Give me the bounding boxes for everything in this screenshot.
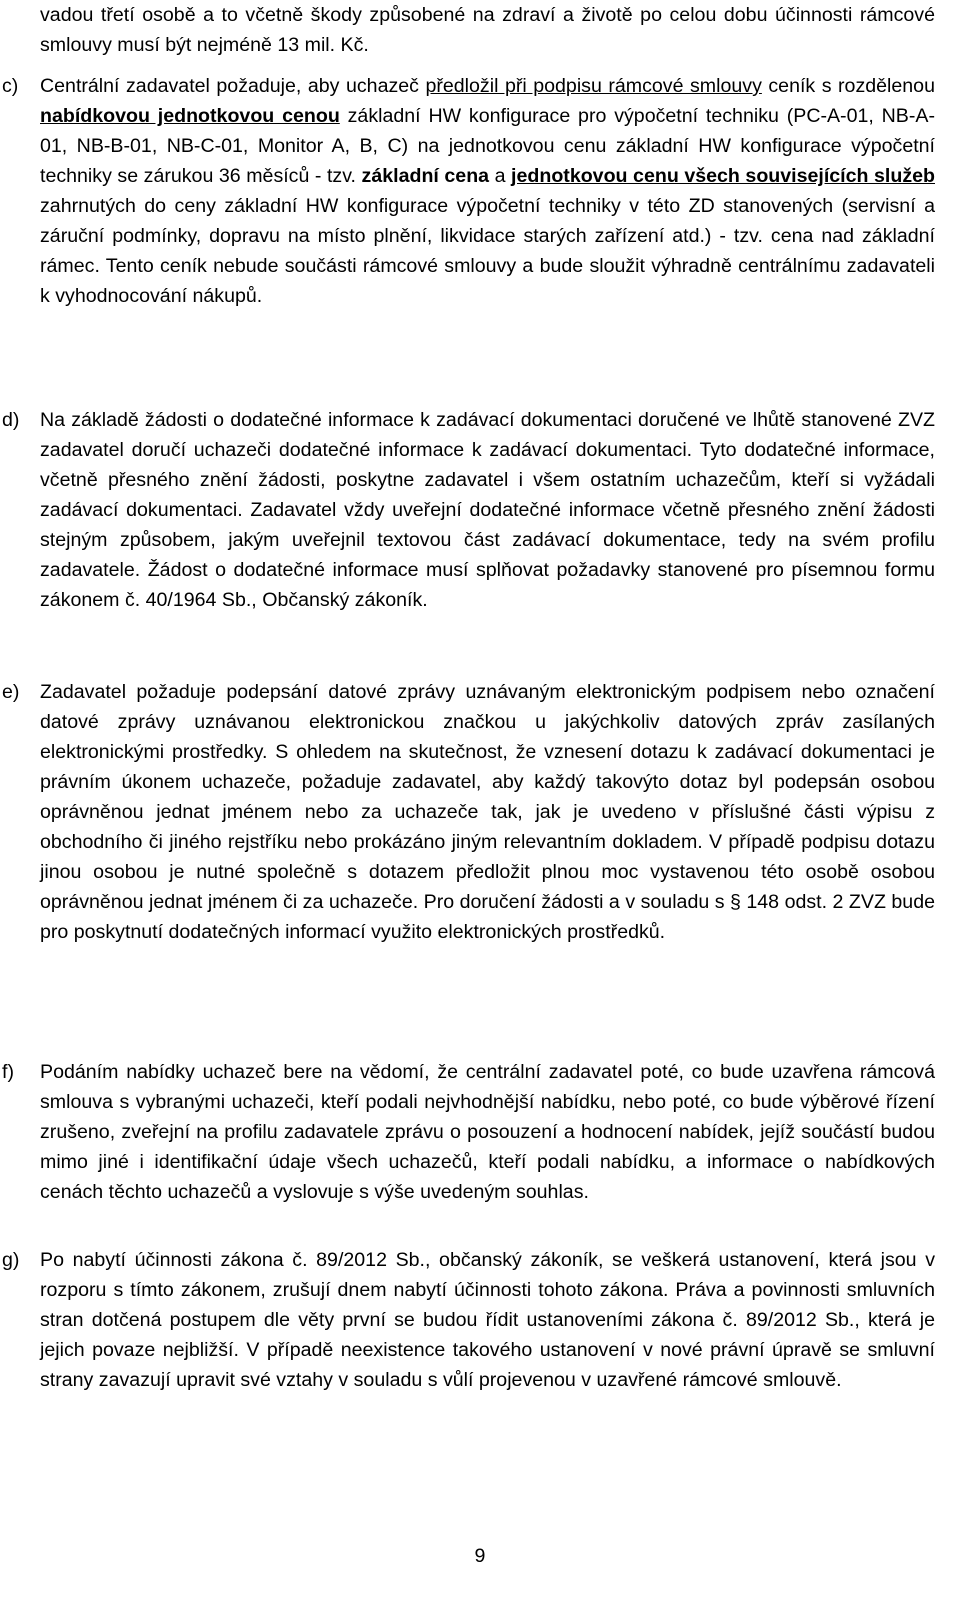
item-text: Po nabytí účinnosti zákona č. 89/2012 Sb., občanský zákoník, se veškerá ustanovení, která jsou v rozporu s tímto zákonem, zrušují dnem nabytí účinnosti tohoto zákona. Práva a povinnosti smluvních stran dotčená postupem dle věty první se budou řídit ustanoveními zákona č. 89/2012 Sb., která je jejich povaze nejbližší. V případě neexistence takového ustanovení v nové právní úpravě se smluvní strany zavazují upravit své vztahy v souladu s vůlí projevenou v uzavřené rámcové smlouvě. — [40, 1249, 935, 1391]
list-item-g — [0, 1245, 935, 1395]
page-number: 9 — [474, 1545, 486, 1567]
item-label: g) — [2, 1249, 20, 1271]
continued-paragraph: vadou třetí osobě a to včetně škody způsobené na zdraví a životě po celou dobu účinnosti rámcové smlouvy musí být nejméně 13 mil. Kč. — [40, 4, 935, 56]
list-item-f — [0, 1057, 935, 1207]
item-text: Zadavatel požaduje podepsání datové zprávy uznávaným elektronickým podpisem nebo označení datové zprávy uznávanou elektronickou značkou u jakýchkoliv datových zpráv zasílaných elektronickými prostředky. S ohledem na skutečnost, že vznesení dotazu k zadávací dokumentaci je právním úkonem uchazeče, požaduje zadavatel, aby každý takovýto dotaz byl podepsán osobou oprávněnou jednat jménem nebo za uchazeče tak, jak je uvedeno v příslušné části výpisu z obchodního či jiného rejstříku nebo prokázáno jiným relevantním dokladem. V případě podpisu dotazu jinou osobou je nutné společně s dotazem předložit plnou moc vystavenou této osobě osobou oprávněnou jednat jménem či za uchazeče. Pro doručení žádosti a v souladu s § 148 odst. 2 ZVZ bude pro poskytnutí dodatečných informací využito elektronických prostředků. — [40, 681, 935, 943]
item-text: Na základě žádosti o dodatečné informace k zadávací dokumentaci doručené ve lhůtě stanovené ZVZ zadavatel doručí uchazeči dodatečné informace k zadávací dokumentaci. Tyto dodatečné informace, včetně přesného znění žádosti, poskytne zadavatel i všem ostatním uchazečům, kteří si vyžádali zadávací dokumentaci. Zadavatel vždy uveřejní dodatečné informace včetně přesného znění žádosti stejným způsobem, jakým uveřejnil textovou část zadávací dokumentace, tedy na svém profilu zadavatele. Žádost o dodatečné informace musí splňovat požadavky stanovené pro písemnou formu zákonem č. 40/1964 Sb., Občanský zákoník. — [40, 409, 935, 611]
item-text: Centrální zadavatel požaduje, aby uchazeč předložil při podpisu rámcové smlouvy ceník s rozdělenou nabídkovou jednotkovou cenou základní HW konfigurace pro výpočetní techniku (PC-A-01, NB-A-01, NB-B-01, NB-C-01, Monitor A, B, C) na jednotkovou cenu základní HW konfigurace výpočetní techniky se zárukou 36 měsíců - tzv. základní cena a jednotkovou cenu všech souvisejících služeb zahrnutých do ceny základní HW konfigurace výpočetní techniky v této ZD stanovených (servisní a záruční podmínky, dopravu na místo plnění, likvidace starých zařízení atd.) - tzv. cena nad základní rámec. Tento ceník nebude součásti rámcové smlouvy a bude sloužit výhradně centrálnímu zadavateli k vyhodnocování nákupů. — [40, 75, 935, 307]
list-item-d — [0, 405, 935, 615]
item-label: c) — [2, 75, 19, 97]
item-text: Podáním nabídky uchazeč bere na vědomí, že centrální zadavatel poté, co bude uzavřena rámcová smlouva s vybranými uchazeči, kteří podali nejvhodnější nabídku, nebo poté, co bude výběrové řízení zrušeno, zveřejní na profilu zadavatele zprávu o posouzení a hodnocení nabídek, jejíž součástí budou mimo jiné i identifikační údaje všech uchazečů, kteří podali nabídku, a informace o nabídkových cenách těchto uchazečů a vyslovuje s výše uvedeným souhlas. — [40, 1061, 935, 1203]
item-label: d) — [2, 409, 20, 431]
item-label: f) — [2, 1061, 14, 1083]
list-item-c — [0, 71, 935, 311]
item-label: e) — [2, 681, 20, 703]
list-item-e — [0, 677, 935, 947]
